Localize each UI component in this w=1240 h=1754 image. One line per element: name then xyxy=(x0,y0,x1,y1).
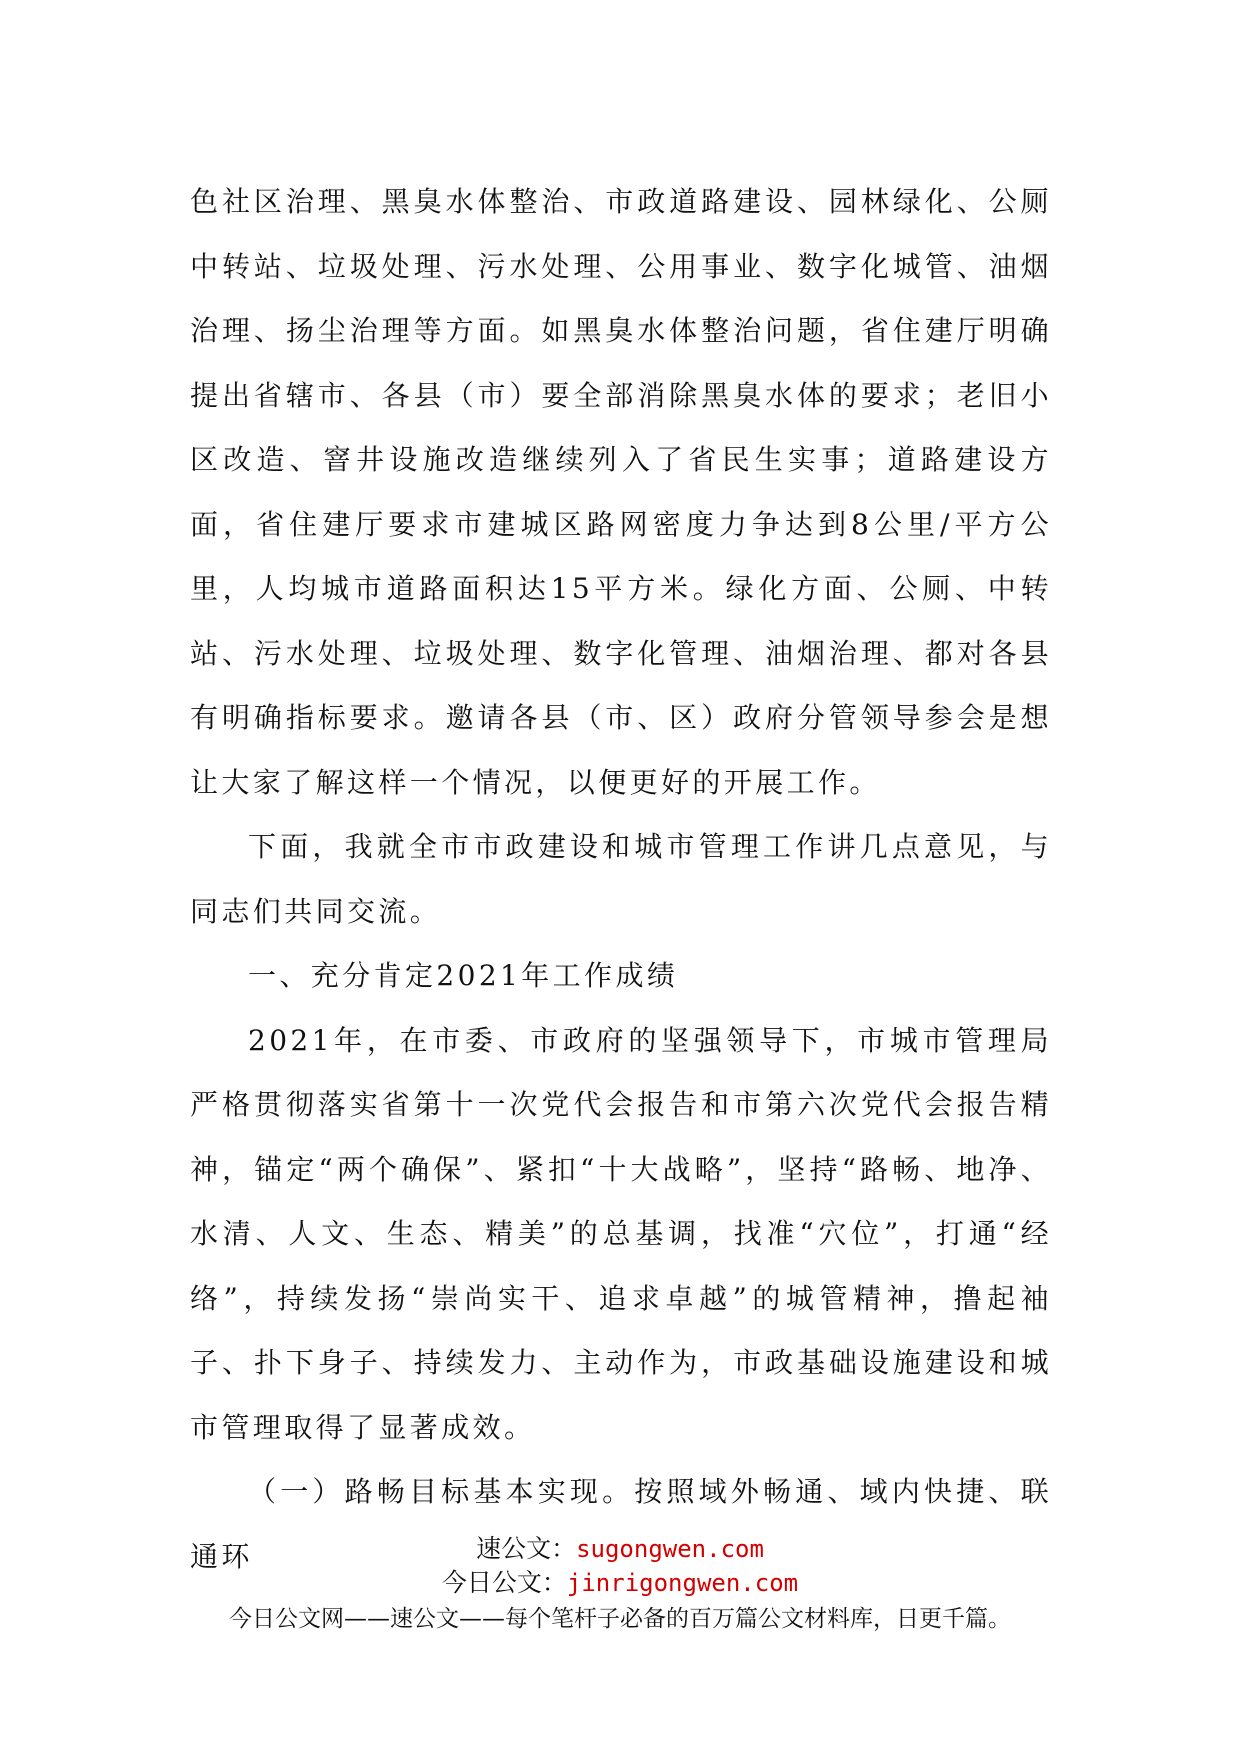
footer-link-sugongwen[interactable]: sugongwen.com xyxy=(576,1535,764,1563)
footer-line-jinrigongwen xyxy=(0,1566,1240,1600)
footer-slogan: 今日公文网——速公文——每个笔杆子必备的百万篇公文材料库，日更千篇。 xyxy=(229,1606,1011,1632)
document-body xyxy=(190,170,1052,1589)
subsection-heading: （一）路畅目标基本实现。按照域外畅通、域内快捷、联通环 xyxy=(190,1475,1052,1573)
footer-label-sugongwen: 速公文： xyxy=(476,1534,577,1563)
footer-link-jinrigongwen[interactable]: jinrigongwen.com xyxy=(566,1569,799,1597)
page-footer xyxy=(0,1532,1240,1636)
paragraph-continuation: 色社区治理、黑臭水体整治、市政道路建设、园林绿化、公厕中转站、垃圾处理、污水处理、公用事业、数字化城管、油烟治理、扬尘治理等方面。如黑臭水体整治问题，省住建厅明确提出省辖市、各县（市）要全部消除黑臭水体的要求；老旧小区改造、窨井设施改造继续列入了省民生实事；道路建设方面，省住建厅要求市建城区路网密度力争达到8公里/平方公里，人均城市道路面积达15平方米。绿化方面、公厕、中转站、污水处理、垃圾处理、数字化管理、油烟治理、都对各县有明确指标要求。邀请各县（市、区）政府分管领导参会是想让大家了解这样一个情况，以便更好的开展工作。 xyxy=(190,185,1052,799)
section-heading: 一、充分肯定2021年工作成绩 xyxy=(248,959,679,992)
paragraph-intro: 下面，我就全市市政建设和城市管理工作讲几点意见，与同志们共同交流。 xyxy=(190,830,1052,928)
footer-line-sugongwen xyxy=(0,1532,1240,1566)
footer-label-jinrigongwen: 今日公文： xyxy=(441,1568,567,1597)
paragraph-achievements: 2021年，在市委、市政府的坚强领导下，市城市管理局严格贯彻落实省第十一次党代会报告和市第六次党代会报告精神，锚定“两个确保”、紧扣“十大战略”，坚持“路畅、地净、水清、人文、生态、精美”的总基调，找准“穴位”，打通“经络”，持续发扬“崇尚实干、追求卓越”的城管精神，撸起袖子、扑下身子、持续发力、主动作为，市政基础设施建设和城市管理取得了显著成效。 xyxy=(190,1023,1052,1444)
